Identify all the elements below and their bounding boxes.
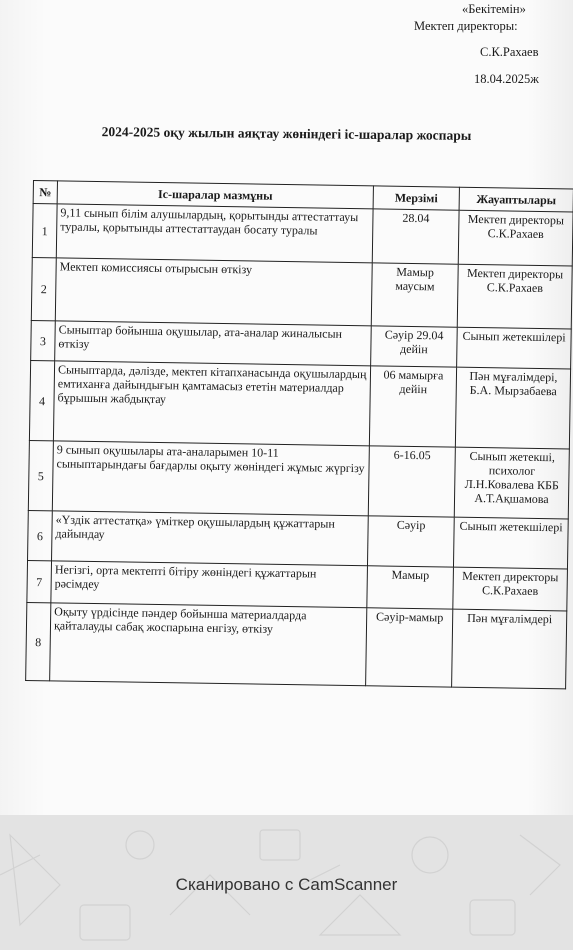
row-deadline: Мамыр <box>367 566 454 609</box>
row-number: 6 <box>28 510 53 560</box>
row-number: 8 <box>26 602 51 680</box>
header-content: Іс-шаралар мазмұны <box>57 181 373 209</box>
table-row <box>31 257 572 328</box>
row-deadline: 06 мамырға дейін <box>369 366 456 447</box>
row-number: 1 <box>32 204 57 258</box>
row-number: 2 <box>31 257 56 320</box>
row-responsible: Мектеп директоры С.К.Рахаев <box>458 210 573 266</box>
activity-plan-table <box>25 180 573 689</box>
table-row <box>28 440 569 518</box>
row-number: 4 <box>29 360 54 440</box>
header-deadline: Мерзімі <box>373 186 459 210</box>
row-responsible: Сынып жетекшілері <box>453 517 568 569</box>
row-deadline: Сәуір 29.04 дейін <box>371 326 458 367</box>
approval-date: 18.04.2025ж <box>474 72 539 86</box>
row-content: Сыныптарда, дәлізде, мектеп кітапханасында оқушылардың емтиханға дайындығын қамтамасыз ететін материалдар бұрышын жабдықтау <box>53 361 370 446</box>
header-responsible: Жауаптылары <box>459 187 573 212</box>
row-content: 9,11 сынып білім алушылардың, қорытынды аттестаттауы туралы, қорытынды аттестаттаудан босату туралы <box>56 204 373 263</box>
row-content: Сыныптар бойынша оқушылар, ата-аналар жиналысын өткізу <box>55 321 372 366</box>
camscanner-watermark-text: Сканировано с CamScanner <box>175 875 398 894</box>
row-number: 3 <box>31 320 56 360</box>
row-content: Негізгі, орта мектепті бітіру жөніндегі құжаттарын рәсімдеу <box>51 561 368 608</box>
row-number: 5 <box>28 440 53 510</box>
row-deadline: 28.04 <box>372 209 459 264</box>
row-content: Оқыту үрдісінде пәндер бойынша материалдарда қайталауды сабақ жоспарына енгізу, өткізу <box>50 603 367 686</box>
header-number: № <box>33 181 57 204</box>
row-responsible: Пән мұғалімдері <box>452 609 567 689</box>
approval-position: Мектеп директоры: <box>414 19 518 33</box>
document-title: 2024-2025 оқу жылын аяқтау жөніндегі іс-шаралар жоспары <box>101 124 472 143</box>
row-deadline: Сәуір <box>367 516 454 567</box>
row-responsible: Сынып жетекші, психолог Л.Н.Ковалева КББ А.Т.Ақшамова <box>454 447 569 519</box>
row-content: 9 сынып оқушылары ата-аналарымен 10-11 сыныптарындағы бағдарлы оқыту жөніндегі жұмыс жүргізу <box>52 441 369 516</box>
row-content: «Үздік аттестатқа» үміткер оқушылардың құжаттарын дайындау <box>52 511 369 566</box>
row-deadline: Сәуір-мамыр <box>366 608 453 687</box>
table-row <box>28 510 569 568</box>
row-deadline: 6-16.05 <box>368 446 455 517</box>
approval-stamp-line: «Бекітемін» <box>462 2 526 16</box>
row-deadline: Мамыр маусым <box>371 263 458 327</box>
camscanner-footer <box>0 815 573 950</box>
row-number: 7 <box>27 560 52 602</box>
row-content: Мектеп комиссиясы отырысын өткізу <box>55 258 372 326</box>
row-responsible: Мектеп директоры С.К.Рахаев <box>453 567 568 611</box>
row-responsible: Пән мұғалімдері, Б.А. Мырзабаева <box>455 367 570 449</box>
row-responsible: Сынып жетекшілері <box>457 327 572 369</box>
approval-director-name: С.К.Рахаев <box>480 45 539 59</box>
row-responsible: Мектеп директоры С.К.Рахаев <box>457 264 572 329</box>
table-row <box>32 204 573 266</box>
table-row <box>26 602 567 688</box>
table-row <box>29 360 570 448</box>
